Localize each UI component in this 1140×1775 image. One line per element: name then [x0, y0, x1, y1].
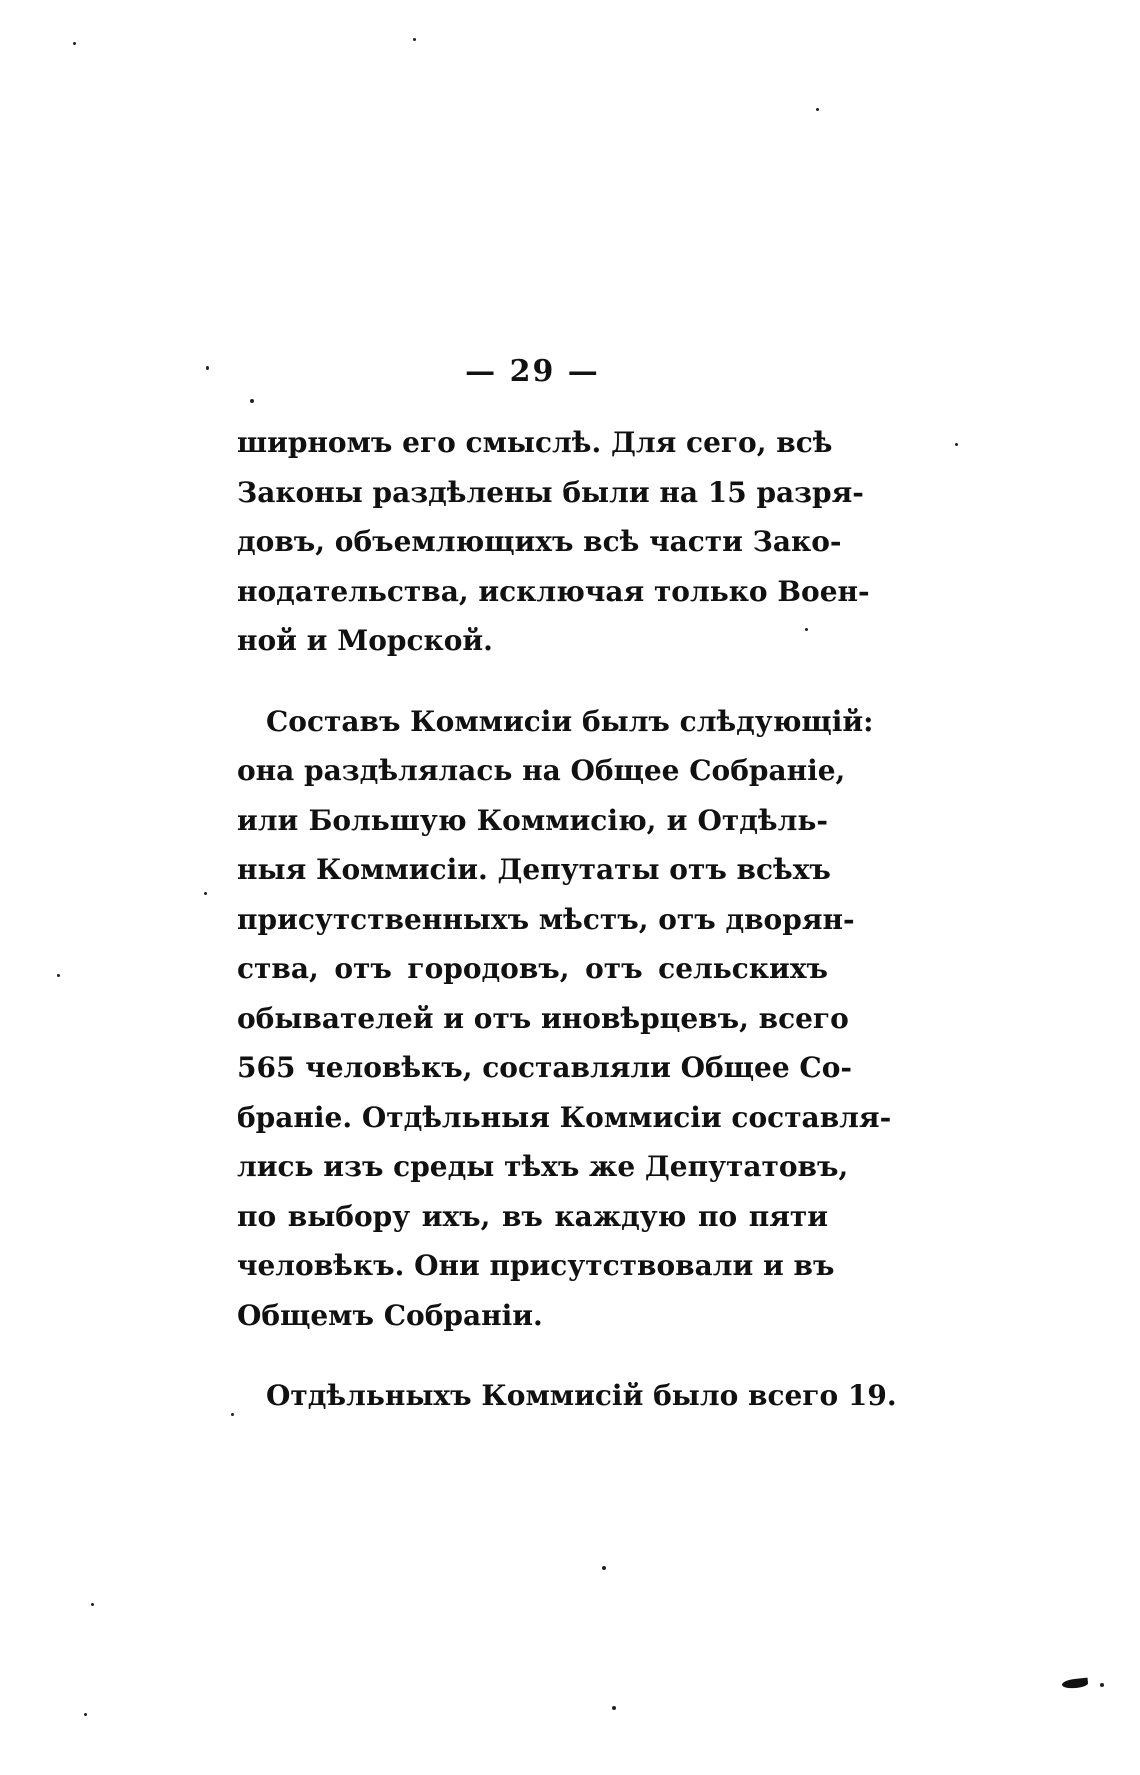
- ink-speck: [206, 366, 209, 370]
- text-line: браніе. Отдѣльныя Коммисіи составля-: [237, 1100, 892, 1134]
- ink-speck: [612, 1706, 616, 1710]
- ink-speck: [204, 892, 207, 895]
- text-line: она раздѣлялась на Общее Собраніе,: [237, 754, 846, 787]
- text-line: обывателей и отъ иновѣрцевъ, всего: [237, 1001, 849, 1035]
- text-line: ной и Морской.: [237, 624, 493, 657]
- text-line: по выбору ихъ, въ каждую по пяти: [237, 1199, 828, 1233]
- body-text: [237, 418, 897, 1421]
- text-line: ства, отъ городовъ, отъ сельскихъ: [237, 952, 828, 985]
- ink-speck: [231, 1413, 234, 1416]
- paragraph-2: [237, 697, 892, 1341]
- text-line: Отдѣльныхъ Коммисій было всего 19.: [266, 1379, 897, 1412]
- ink-speck: [1100, 1683, 1104, 1687]
- paragraph-1: [237, 418, 870, 666]
- ink-mark: [1062, 1678, 1089, 1690]
- paragraph-spacer: [237, 1340, 828, 1371]
- text-line: Составъ Коммисіи былъ слѣдующій:: [266, 704, 874, 738]
- ink-speck: [73, 42, 76, 45]
- ink-speck: [816, 108, 819, 111]
- paragraph-spacer: [237, 666, 828, 697]
- ink-speck: [91, 1603, 94, 1606]
- text-line: или Большую Коммисію, и Отдѣль-: [237, 803, 828, 837]
- ink-speck: [805, 628, 808, 631]
- text-line: Законы раздѣлены были на 15 разря-: [237, 475, 864, 509]
- text-line: присутственныхъ мѣстъ, отъ дворян-: [237, 902, 855, 936]
- text-line: ныя Коммисіи. Депутаты отъ всѣхъ: [237, 853, 831, 886]
- page-number: — 29 —: [465, 354, 600, 389]
- text-line: 565 человѣкъ, составляли Общее Со-: [237, 1051, 852, 1084]
- ink-speck: [250, 399, 254, 403]
- ink-speck: [955, 443, 958, 446]
- ink-speck: [602, 1566, 606, 1570]
- text-line: человѣкъ. Они присутствовали и въ: [237, 1249, 835, 1282]
- ink-speck: [84, 1713, 87, 1716]
- text-line: нодательства, исключая только Воен-: [237, 574, 870, 608]
- text-line: довъ, объемлющихъ всѣ части Зако-: [237, 525, 842, 558]
- ink-speck: [413, 38, 416, 41]
- text-line: ширномъ его смыслѣ. Для сего, всѣ: [237, 426, 833, 459]
- text-line: Общемъ Собраніи.: [237, 1298, 543, 1332]
- ink-speck: [57, 974, 60, 977]
- paragraph-3: [237, 1371, 897, 1421]
- text-line: лись изъ среды тѣхъ же Депутатовъ,: [237, 1150, 849, 1183]
